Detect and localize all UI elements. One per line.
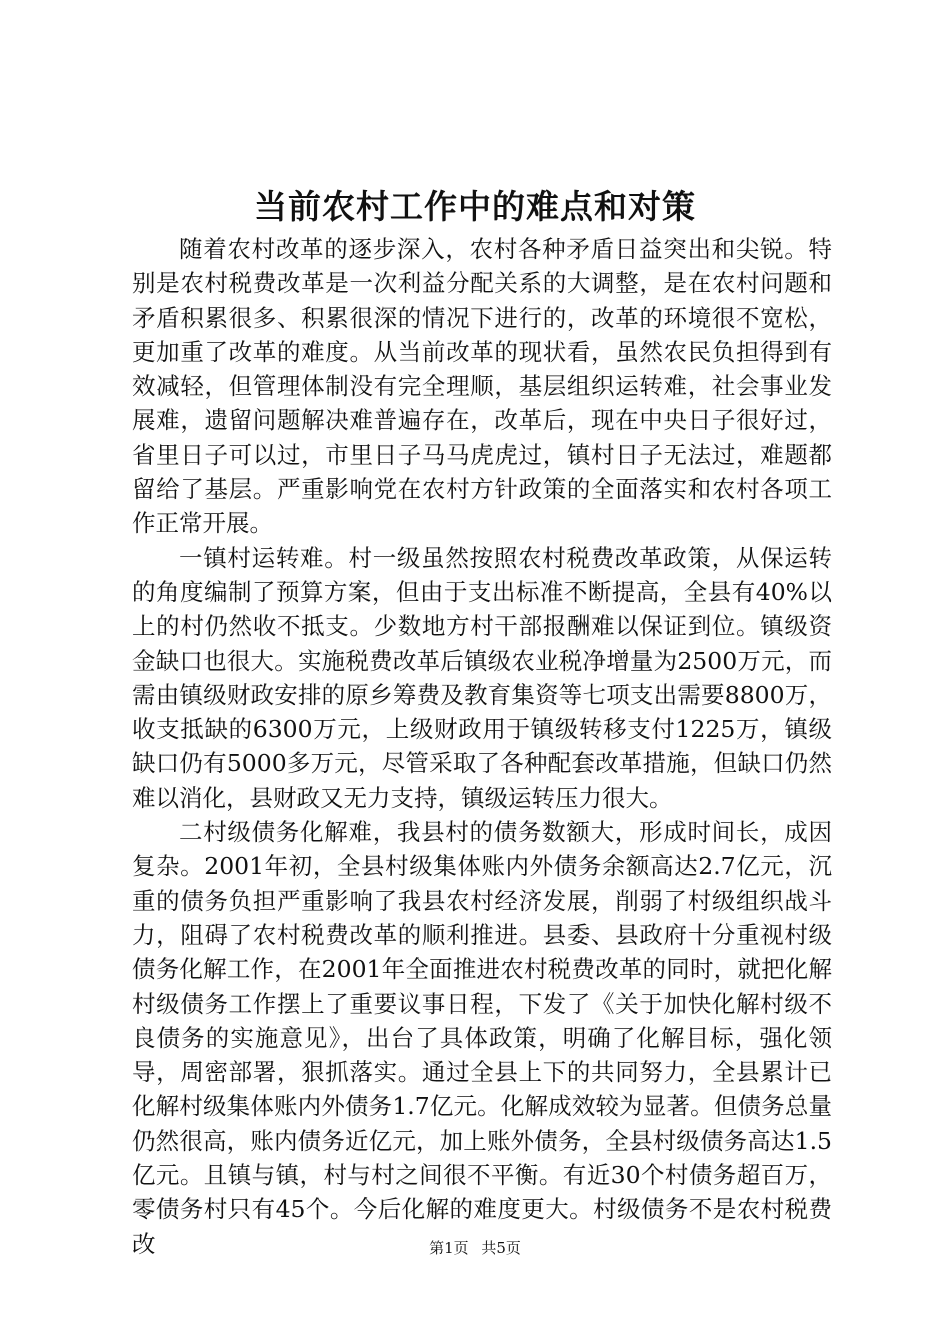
document-body — [132, 232, 832, 1261]
paragraph-village-debt: 二村级债务化解难，我县村的债务数额大，形成时间长，成因复杂。2001年初，全县村级集体账内外债务余额高达2.7亿元，沉重的债务负担严重影响了我县农村经济发展，削弱了村级组织战斗力，阻碍了农村税费改革的顺利推进。县委、县政府十分重视村级债务化解工作，在2001年全面推进农村税费改革的同时，就把化解村级债务工作摆上了重要议事日程，下发了《关于加快化解村级不良债务的实施意见》，出台了具体政策，明确了化解目标，强化领导，周密部署，狠抓落实。通过全县上下的共同努力，全县累计已化解村级集体账内外债务1.7亿元。化解成效较为显著。但债务总量仍然很高，账内债务近亿元，加上账外债务，全县村级债务高达1.5亿元。且镇与镇，村与村之间很不平衡。有近30个村债务超百万，零债务村只有45个。今后化解的难度更大。村级债务不是农村税费改 — [132, 818, 832, 1258]
paragraph-town-village-operation: 一镇村运转难。村一级虽然按照农村税费改革政策，从保运转的角度编制了预算方案，但由于支出标准不断提高，全县有40%以上的村仍然收不抵支。少数地方村干部报酬难以保证到位。镇级资金缺口也很大。实施税费改革后镇级农业税净增量为2500万元，而需由镇级财政安排的原乡筹费及教育集资等七项支出需要8800万，收支抵缺的6300万元，上级财政用于镇级转移支付1225万，镇级缺口仍有5000多万元，尽管采取了各种配套改革措施，但缺口仍然难以消化，县财政又无力支持，镇级运转压力很大。 — [132, 543, 832, 812]
page-footer — [0, 1238, 950, 1258]
document-title: 当前农村工作中的难点和对策 — [254, 187, 696, 226]
paragraph-intro: 随着农村改革的逐步深入，农村各种矛盾日益突出和尖锐。特别是农村税费改革是一次利益分配关系的大调整，是在农村问题和矛盾积累很多、积累很深的情况下进行的，改革的环境很不宽松，更加重了改革的难度。从当前改革的现状看，虽然农民负担得到有效减轻，但管理体制没有完全理顺，基层组织运转难，社会事业发展难，遗留问题解决难普遍存在，改革后，现在中央日子很好过，省里日子可以过，市里日子马马虎虎过，镇村日子无法过，难题都留给了基层。严重影响党在农村方针政策的全面落实和农村各项工作正常开展。 — [132, 235, 832, 538]
page-total: 共5页 — [481, 1239, 521, 1257]
page-number: 第1页 — [429, 1239, 469, 1257]
